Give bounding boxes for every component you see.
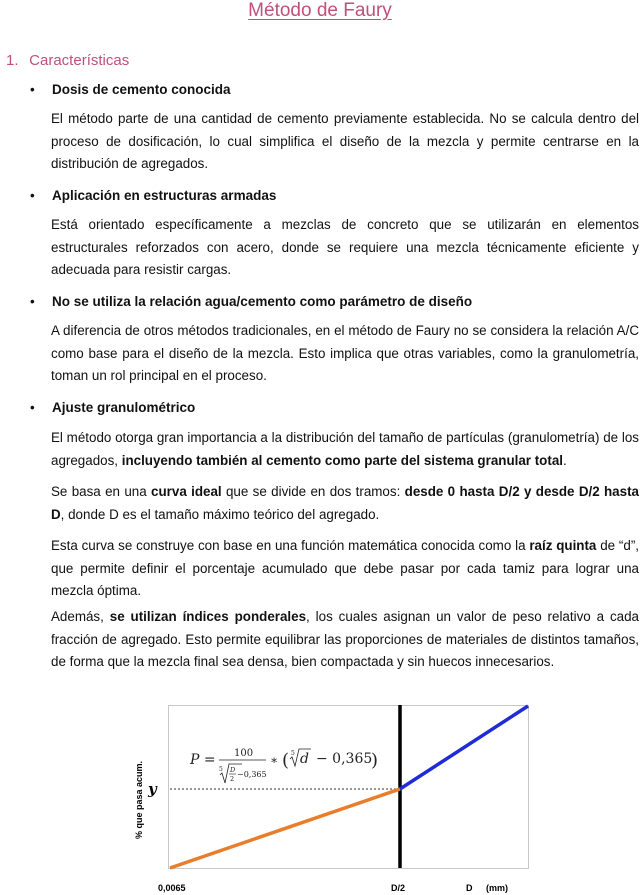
text-run-bold: incluyendo también al cemento como parte del sistema granular total xyxy=(121,452,563,468)
bullet-heading xyxy=(30,294,472,309)
formula-tail: − 0,365 xyxy=(316,751,373,767)
text-run: que se divide en dos tramos: xyxy=(221,484,405,499)
x-tick-min: 0,0065 xyxy=(158,883,186,893)
paragraph xyxy=(51,535,639,603)
text-run: Se basa en una xyxy=(51,484,152,499)
y-axis-label: % que pasa acum. xyxy=(134,760,144,840)
section-heading xyxy=(6,52,129,69)
text-run-bold: curva ideal xyxy=(151,484,222,499)
text-run: de “d”, que permite definir el porcentaje acumulado que debe pasar por cada tamiz para lograr una mezcla óptima. xyxy=(51,538,639,598)
formula-paren-open: ( xyxy=(282,750,290,771)
bullet-dot: • xyxy=(30,188,35,203)
formula-root-index-2: 5 xyxy=(291,750,295,757)
x-tick-mid: D/2 xyxy=(391,883,406,893)
section-label: Características xyxy=(29,52,130,69)
formula xyxy=(189,748,378,783)
formula-times: ∗ xyxy=(270,753,279,767)
text-run: El método otorga gran importancia a la distribución del tamaño de partículas (granulometría) de los agregados, xyxy=(51,430,639,468)
formula-root-frac-den: 2 xyxy=(230,775,235,783)
formula-lhs: P = xyxy=(190,752,216,768)
curve-segment-second xyxy=(400,706,528,789)
section-number: 1. xyxy=(6,52,19,69)
bullet-dot: • xyxy=(30,294,35,309)
formula-radicand: d xyxy=(300,751,309,767)
text-run-bold: raíz quinta xyxy=(529,538,597,553)
text-run-bold: se utilizan índices ponderales xyxy=(109,609,307,624)
formula-paren-close: ) xyxy=(371,750,379,771)
bullet-heading-text: Aplicación en estructuras armadas xyxy=(52,188,277,203)
faury-curve-figure xyxy=(130,700,530,895)
figure-frame xyxy=(169,706,529,869)
x-tick-max: D xyxy=(466,883,473,893)
bullet-heading xyxy=(30,82,231,97)
text-run: . xyxy=(563,452,567,468)
bullet-heading-text: Dosis de cemento conocida xyxy=(52,82,231,97)
formula-root-index: 5 xyxy=(219,766,223,773)
text-run: Además, xyxy=(51,609,110,624)
paragraph: El método parte de una cantidad de cemento previamente establecida. No se calcula dentro del proceso de dosificación, lo cual simplifica el diseño de la mezcla y permite centrarse en la distribución de agregados. xyxy=(51,111,639,171)
bullet-heading xyxy=(30,188,276,203)
paragraph: Está orientado específicamente a mezclas de concreto que se utilizarán en elementos estructurales reforzados con acero, donde se requiere una mezcla técnicamente eficiente y adecuada para resistir cargas. xyxy=(51,217,639,277)
text-run: Esta curva se construye con base en una función matemática conocida como la xyxy=(51,538,530,553)
x-axis-unit: (mm) xyxy=(486,883,508,893)
bullet-heading xyxy=(30,400,195,415)
paragraph: A diferencia de otros métodos tradicionales, en el método de Faury no se considera la relación A/C como base para el diseño de la mezcla. Esto implica que otras variables, como la granulometría, toman un rol principal en el proceso. xyxy=(51,323,639,383)
bullet-heading-text: Ajuste granulométrico xyxy=(52,400,196,415)
bullet-heading-text: No se utiliza la relación agua/cemento como parámetro de diseño xyxy=(52,294,473,309)
formula-numerator: 100 xyxy=(234,748,254,759)
y-marker-label: y xyxy=(148,780,157,798)
paragraph xyxy=(51,481,639,526)
formula-root-frac-num: D xyxy=(230,766,236,774)
curve-segment-first xyxy=(170,789,400,868)
text-run-bold: desde 0 hasta D/2 y desde D/2 hasta D xyxy=(51,484,639,522)
paragraph xyxy=(51,427,639,472)
bullet-dot: • xyxy=(30,400,35,415)
formula-minus-const: −0,365 xyxy=(237,770,267,779)
text-run: , donde D es el tamaño máximo teórico del agregado. xyxy=(60,506,380,522)
text-run: , los cuales asignan un valor de peso relativo a cada fracción de agregado. Esto permite equilibrar las proporciones de materiales de distintos tamaños, de forma que la mezcla final sea densa, bien compactada y sin huecos innecesarios. xyxy=(51,609,639,669)
bullet-dot: • xyxy=(30,82,35,97)
page-title: Método de Faury xyxy=(248,0,392,21)
paragraph xyxy=(51,606,639,674)
